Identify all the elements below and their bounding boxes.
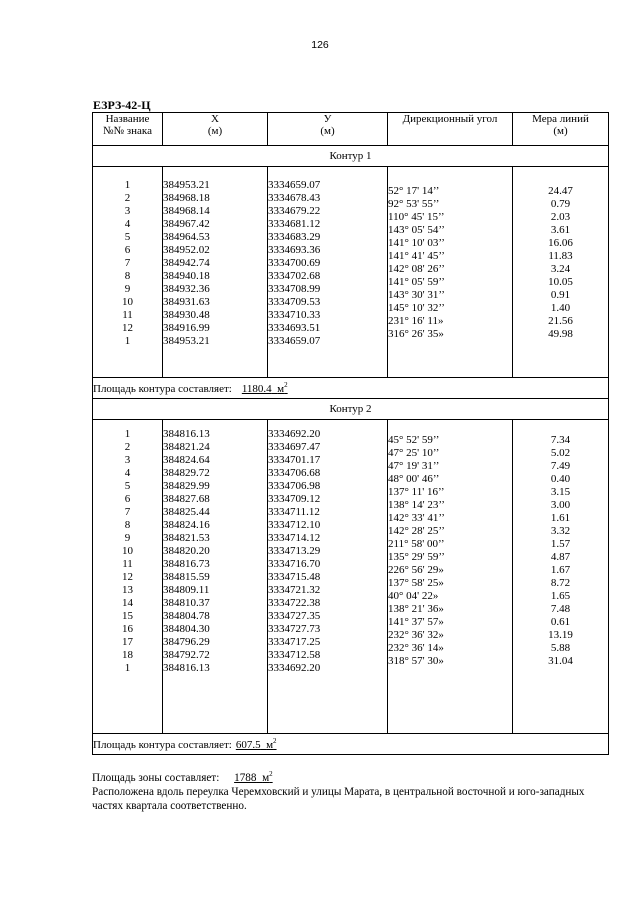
contour-2-x-values <box>163 428 267 675</box>
list-item: 52° 17' 14’’ <box>388 185 440 197</box>
header-name: Название №№ знака <box>93 113 163 146</box>
list-item: 8.72 <box>550 577 571 589</box>
list-item: 5 <box>124 480 131 492</box>
list-item: 3334693.36 <box>268 244 321 256</box>
list-item: 16.06 <box>548 237 573 249</box>
list-item: 1 <box>124 179 131 191</box>
list-item: 138° 14' 23’’ <box>388 499 445 511</box>
list-item: 3334721.32 <box>268 584 321 596</box>
list-item: 384816.73 <box>163 558 210 570</box>
list-item: 1.61 <box>550 512 571 524</box>
list-item: 7.34 <box>550 434 571 446</box>
list-item: 3.32 <box>550 525 571 537</box>
contour-1-data-row <box>93 167 609 378</box>
list-item: 14 <box>122 597 133 609</box>
list-item: 12 <box>122 571 133 583</box>
list-item: 6 <box>124 493 131 505</box>
list-item: 384953.21 <box>163 335 210 347</box>
list-item: 4 <box>124 218 131 230</box>
list-item: 0.61 <box>550 616 571 628</box>
list-item: 5.88 <box>550 642 571 654</box>
list-item: 1 <box>124 662 131 674</box>
list-item: 3334727.35 <box>268 610 321 622</box>
list-item: 384916.99 <box>163 322 210 334</box>
contour-1-angles <box>388 185 512 341</box>
list-item: 142° 08' 26’’ <box>388 263 445 275</box>
list-item: 3334709.12 <box>268 493 321 505</box>
list-item: 47° 25' 10’’ <box>388 447 440 459</box>
list-item: 40° 04' 22» <box>388 590 439 602</box>
list-item: 3334700.69 <box>268 257 321 269</box>
list-item: 8 <box>124 270 131 282</box>
contour-1-area-row <box>93 378 609 399</box>
list-item: 3334697.47 <box>268 441 321 453</box>
list-item: 31.04 <box>548 655 573 667</box>
list-item: 2 <box>124 441 131 453</box>
list-item: 142° 33' 41’’ <box>388 512 445 524</box>
list-item: 384821.24 <box>163 441 210 453</box>
contour-1-title-row <box>93 146 609 167</box>
contour-2-area: Площадь контура составляет: 607.5 $м^2$ <box>93 734 609 755</box>
coordinates-table <box>92 112 609 755</box>
list-item: 6 <box>124 244 131 256</box>
list-item: 384952.02 <box>163 244 210 256</box>
list-item: 384953.21 <box>163 179 210 191</box>
list-item: 0.40 <box>550 473 571 485</box>
list-item: 384829.99 <box>163 480 210 492</box>
contour-2-y-values <box>268 428 387 675</box>
list-item: 0.79 <box>550 198 571 210</box>
contour-1-y-values <box>268 179 387 348</box>
list-item: 9 <box>124 532 131 544</box>
list-item: 5.02 <box>550 447 571 459</box>
list-item: 384967.42 <box>163 218 210 230</box>
list-item: 211° 58' 00’’ <box>388 538 445 550</box>
list-item: 384968.18 <box>163 192 210 204</box>
contour-1-title: Контур 1 <box>93 146 609 167</box>
contour-1-x-values <box>163 179 267 348</box>
list-item: 3334714.12 <box>268 532 321 544</box>
list-item: 3334715.48 <box>268 571 321 583</box>
list-item: 384804.30 <box>163 623 210 635</box>
list-item: 316° 26' 35» <box>388 328 444 340</box>
list-item: 384816.13 <box>163 662 210 674</box>
contour-1-area: Площадь контура составляет: 1180.4 $м^2$ <box>93 378 609 399</box>
list-item: 3334722.38 <box>268 597 321 609</box>
list-item: 7.49 <box>550 460 571 472</box>
list-item: 384942.74 <box>163 257 210 269</box>
contour-2-angles <box>388 434 512 668</box>
list-item: 3334679.22 <box>268 205 321 217</box>
list-item: 141° 10' 03’’ <box>388 237 445 249</box>
list-item: 3334710.33 <box>268 309 321 321</box>
list-item: 384810.37 <box>163 597 210 609</box>
contour-2-lengths <box>513 434 608 668</box>
list-item: 3334706.98 <box>268 480 321 492</box>
document-footer <box>92 767 612 813</box>
list-item: 21.56 <box>548 315 573 327</box>
list-item: 137° 58' 25» <box>388 577 444 589</box>
list-item: 384825.44 <box>163 506 210 518</box>
list-item: 3334713.29 <box>268 545 321 557</box>
list-item: 12 <box>122 322 133 334</box>
list-item: 384815.59 <box>163 571 210 583</box>
list-item: 3334712.58 <box>268 649 321 661</box>
list-item: 384796.29 <box>163 636 210 648</box>
list-item: 384820.20 <box>163 545 210 557</box>
list-item: 3334711.12 <box>268 506 320 518</box>
list-item: 10.05 <box>548 276 573 288</box>
list-item: 231° 16' 11» <box>388 315 444 327</box>
list-item: 384792.72 <box>163 649 210 661</box>
list-item: 24.47 <box>548 185 573 197</box>
list-item: 15 <box>122 610 133 622</box>
list-item: 3 <box>124 454 131 466</box>
list-item: 3.61 <box>550 224 571 236</box>
list-item: 141° 37' 57» <box>388 616 444 628</box>
list-item: 143° 30' 31’’ <box>388 289 445 301</box>
list-item: 4.87 <box>550 551 571 563</box>
list-item: 1.65 <box>550 590 571 602</box>
list-item: 3334692.20 <box>268 662 321 674</box>
list-item: 3334709.53 <box>268 296 321 308</box>
list-item: 3334727.73 <box>268 623 321 635</box>
list-item: 143° 05' 54’’ <box>388 224 445 236</box>
list-item: 384816.13 <box>163 428 210 440</box>
list-item: 384932.36 <box>163 283 210 295</box>
list-item: 3334706.68 <box>268 467 321 479</box>
list-item: 2 <box>124 192 131 204</box>
list-item: 384968.14 <box>163 205 210 217</box>
list-item: 13.19 <box>548 629 573 641</box>
list-item: 384940.18 <box>163 270 210 282</box>
header-angle: Дирекционный угол <box>388 113 513 146</box>
list-item: 384804.78 <box>163 610 210 622</box>
list-item: 145° 10' 32’’ <box>388 302 445 314</box>
list-item: 16 <box>122 623 133 635</box>
list-item: 8 <box>124 519 131 531</box>
list-item: 3.00 <box>550 499 571 511</box>
list-item: 92° 53' 55’’ <box>388 198 440 210</box>
page-number: 126 <box>311 39 329 51</box>
zone-description: Расположена вдоль переулка Черемховский и улицы Марата, в центральной восточной и юго-западных частях квартала соответственно. <box>92 786 585 812</box>
contour-2-numbers <box>93 428 162 675</box>
list-item: 17 <box>122 636 133 648</box>
list-item: 3334659.07 <box>268 335 321 347</box>
list-item: 384930.48 <box>163 309 210 321</box>
list-item: 3334716.70 <box>268 558 321 570</box>
list-item: 10 <box>122 296 133 308</box>
contour-1-numbers <box>93 179 162 348</box>
list-item: 1.57 <box>550 538 571 550</box>
list-item: 0.91 <box>550 289 571 301</box>
zone-code-heading: ЕЗРЗ-42-Ц <box>93 98 151 112</box>
list-item: 1.67 <box>550 564 571 576</box>
list-item: 3334708.99 <box>268 283 321 295</box>
header-y: У (м) <box>268 113 388 146</box>
list-item: 384821.53 <box>163 532 210 544</box>
list-item: 7 <box>124 257 131 269</box>
list-item: 3334701.17 <box>268 454 321 466</box>
list-item: 11 <box>122 558 133 570</box>
list-item: 232° 36' 14» <box>388 642 444 654</box>
list-item: 11.83 <box>548 250 573 262</box>
list-item: 7.48 <box>550 603 571 615</box>
list-item: 141° 05' 59’’ <box>388 276 445 288</box>
list-item: 49.98 <box>548 328 573 340</box>
contour-2-area-row <box>93 734 609 755</box>
list-item: 384824.64 <box>163 454 210 466</box>
table-header-row <box>93 113 609 146</box>
list-item: 9 <box>124 283 131 295</box>
list-item: 48° 00' 46’’ <box>388 473 440 485</box>
list-item: 138° 21' 36» <box>388 603 444 615</box>
list-item: 7 <box>124 506 131 518</box>
list-item: 384827.68 <box>163 493 210 505</box>
list-item: 3334659.07 <box>268 179 321 191</box>
list-item: 3334717.25 <box>268 636 321 648</box>
contour-2-title: Контур 2 <box>93 399 609 420</box>
list-item: 3334683.29 <box>268 231 321 243</box>
list-item: 232° 36' 32» <box>388 629 444 641</box>
list-item: 4 <box>124 467 131 479</box>
list-item: 384809.11 <box>163 584 210 596</box>
list-item: 3 <box>124 205 131 217</box>
list-item: 3334712.10 <box>268 519 321 531</box>
list-item: 384964.53 <box>163 231 210 243</box>
list-item: 11 <box>122 309 133 321</box>
list-item: 384824.16 <box>163 519 210 531</box>
list-item: 142° 28' 25’’ <box>388 525 445 537</box>
list-item: 2.03 <box>550 211 571 223</box>
list-item: 3.24 <box>550 263 571 275</box>
list-item: 3334702.68 <box>268 270 321 282</box>
list-item: 384931.63 <box>163 296 210 308</box>
list-item: 226° 56' 29» <box>388 564 444 576</box>
list-item: 10 <box>122 545 133 557</box>
list-item: 3334678.43 <box>268 192 321 204</box>
list-item: 318° 57' 30» <box>388 655 444 667</box>
list-item: 1 <box>124 428 131 440</box>
list-item: 1.40 <box>550 302 571 314</box>
contour-2-title-row <box>93 399 609 420</box>
list-item: 18 <box>122 649 133 661</box>
list-item: 3.15 <box>550 486 571 498</box>
list-item: 1 <box>124 335 131 347</box>
list-item: 3334692.20 <box>268 428 321 440</box>
list-item: 3334681.12 <box>268 218 321 230</box>
list-item: 135° 29' 59’’ <box>388 551 445 563</box>
contour-1-lengths <box>513 185 608 341</box>
contour-2-data-row <box>93 420 609 734</box>
list-item: 5 <box>124 231 131 243</box>
header-x: X (м) <box>163 113 268 146</box>
list-item: 3334693.51 <box>268 322 321 334</box>
header-length: Мера линий (м) <box>513 113 609 146</box>
list-item: 45° 52' 59’’ <box>388 434 440 446</box>
list-item: 47° 19' 31’’ <box>388 460 440 472</box>
list-item: 110° 45' 15’’ <box>388 211 445 223</box>
list-item: 13 <box>122 584 133 596</box>
list-item: 137° 11' 16’’ <box>388 486 445 498</box>
list-item: 384829.72 <box>163 467 210 479</box>
zone-area-line: Площадь зоны составляет: 1788 $м^2$ <box>92 770 273 784</box>
list-item: 141° 41' 45’’ <box>388 250 445 262</box>
